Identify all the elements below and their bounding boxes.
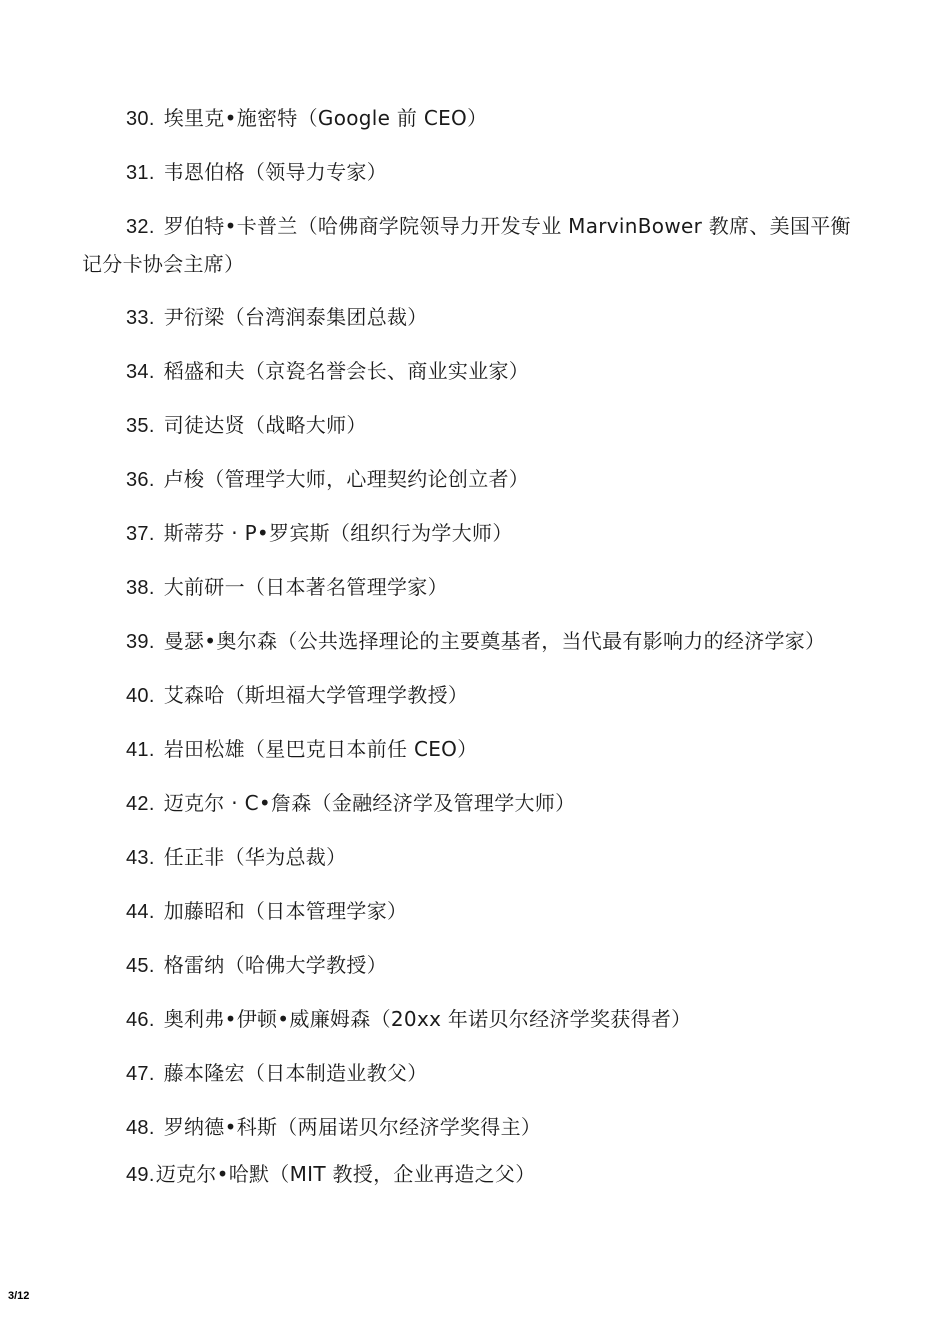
list-item — [82, 100, 854, 138]
item-number: 33. — [126, 307, 155, 329]
item-number: 43. — [126, 847, 155, 869]
item-text: 埃里克•施密特（Google 前 CEO） — [163, 106, 488, 130]
item-number: 30. — [126, 108, 155, 130]
page-number: 3/12 — [8, 1290, 30, 1302]
item-number: 39. — [126, 631, 155, 653]
list-item — [82, 353, 854, 391]
list-item — [82, 839, 854, 877]
list-item — [82, 208, 854, 283]
item-number: 46. — [126, 1009, 155, 1031]
item-number: 40. — [126, 685, 155, 707]
item-text: 大前研一（日本著名管理学家） — [163, 575, 448, 599]
name-list — [82, 100, 854, 1210]
list-item — [82, 1055, 854, 1093]
list-item — [82, 569, 854, 607]
item-number: 31. — [126, 162, 155, 184]
item-number: 47. — [126, 1063, 155, 1085]
item-number: 41. — [126, 739, 155, 761]
list-item — [82, 154, 854, 192]
list-item — [82, 407, 854, 445]
item-number: 34. — [126, 361, 155, 383]
item-text: 奥利弗•伊顿•威廉姆森（20xx 年诺贝尔经济学奖获得者） — [163, 1007, 692, 1031]
list-item — [82, 1001, 854, 1039]
item-number: 45. — [126, 955, 155, 977]
list-item — [82, 515, 854, 553]
item-number: 49. — [126, 1164, 155, 1186]
list-item — [82, 623, 854, 661]
item-text: 曼瑟•奥尔森（公共选择理论的主要奠基者，当代最有影响力的经济学家） — [163, 629, 826, 653]
list-item — [82, 785, 854, 823]
list-item — [82, 1156, 854, 1194]
item-text: 罗伯特•卡普兰（哈佛商学院领导力开发专业 MarvinBower 教席、美国平衡记分卡协会主席） — [82, 214, 851, 276]
list-item — [82, 299, 854, 337]
item-number: 48. — [126, 1117, 155, 1139]
item-text: 卢梭（管理学大师，心理契约论创立者） — [163, 467, 530, 491]
item-text: 任正非（华为总裁） — [163, 845, 347, 869]
list-item — [82, 1109, 854, 1147]
item-text: 艾森哈（斯坦福大学管理学教授） — [163, 683, 469, 707]
list-item — [82, 893, 854, 931]
item-number: 38. — [126, 577, 155, 599]
list-item — [82, 461, 854, 499]
item-text: 迈克尔•哈默（MIT 教授，企业再造之父） — [155, 1162, 536, 1186]
list-item — [82, 677, 854, 715]
item-text: 尹衍梁（台湾润泰集团总裁） — [163, 305, 428, 329]
item-number: 36. — [126, 469, 155, 491]
item-text: 藤本隆宏（日本制造业教父） — [163, 1061, 428, 1085]
list-item — [82, 731, 854, 769]
item-text: 加藤昭和（日本管理学家） — [163, 899, 408, 923]
item-text: 罗纳德•科斯（两届诺贝尔经济学奖得主） — [163, 1115, 542, 1139]
item-text: 格雷纳（哈佛大学教授） — [163, 953, 388, 977]
item-text: 岩田松雄（星巴克日本前任 CEO） — [163, 737, 478, 761]
item-text: 稻盛和夫（京瓷名誉会长、商业实业家） — [163, 359, 530, 383]
item-number: 44. — [126, 901, 155, 923]
list-item — [82, 947, 854, 985]
item-text: 韦恩伯格（领导力专家） — [163, 160, 388, 184]
item-number: 32. — [126, 216, 155, 238]
item-text: 司徒达贤（战略大师） — [163, 413, 367, 437]
item-number: 35. — [126, 415, 155, 437]
item-text: 斯蒂芬 · P•罗宾斯（组织行为学大师） — [163, 521, 513, 545]
item-text: 迈克尔 · C•詹森（金融经济学及管理学大师） — [163, 791, 576, 815]
item-number: 37. — [126, 523, 155, 545]
item-number: 42. — [126, 793, 155, 815]
